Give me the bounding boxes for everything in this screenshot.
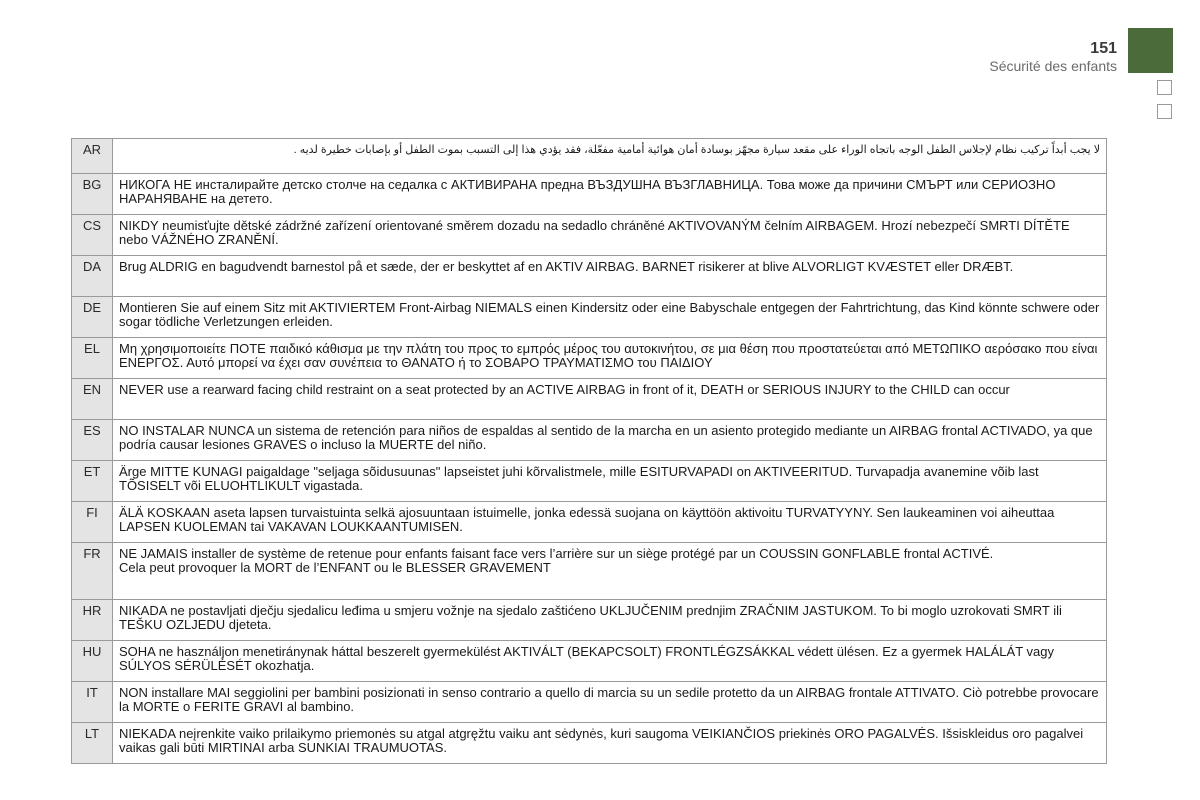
warning-text: ÄLÄ KOSKAAN aseta lapsen turvaistuinta selkä ajosuuntaan istuimelle, jonka edessä suojana on käyttöön aktivoitu TURVATYYNY. Sen laukeaminen voi aiheuttaa LAPSEN KUOLEMAN tai VAKAVAN LOUKKAANTUMISEN. (113, 502, 1107, 543)
language-code: BG (72, 174, 113, 215)
warning-row-fr (72, 543, 1107, 600)
warning-text: Montieren Sie auf einem Sitz mit AKTIVIERTEM Front-Airbag NIEMALS einen Kindersitz oder eine Babyschale entgegen der Fahrtrichtung, das Kind könnte schwere oder sogar tödliche Verletzungen erleiden. (113, 297, 1107, 338)
language-code: EN (72, 379, 113, 420)
warning-row-cs (72, 215, 1107, 256)
warning-text: SOHA ne használjon menetiránynak háttal beszerelt gyermekülést AKTIVÁLT (BEKAPCSOLT) FRONTLÉGZSÁKKAL védett ülésen. Ez a gyermek HALÁLÁT vagy SÚLYOS SÉRÜLÉSÉT okozhatja. (113, 641, 1107, 682)
warning-row-bg (72, 174, 1107, 215)
warning-text: NIEKADA neįrenkite vaiko prilaikymo priemonės su atgal atgręžtu vaiku ant sėdynės, kuri saugoma VEIKIANČIOS priekinės ORO PAGALVĖS. Išsiskleidus oro pagalvei vaikas gali būti MIRTINAI arba SUNKIAI TRAUMUOTAS. (113, 723, 1107, 764)
warning-text: Ärge MITTE KUNAGI paigaldage "seljaga sõidusuunas" lapseistet juhi kõrvalistmele, mille ESITURVAPADI on AKTIVEERITUD. Turvapadja avanemine võib last TÕSISELT või ELUOHTLIKULT vigastada. (113, 461, 1107, 502)
warning-text: НИКОГА НЕ инсталирайте детско столче на седалка с АКТИВИРАНА предна ВЪЗДУШНА ВЪЗГЛАВНИЦА. Това може да причини СМЪРТ или СЕРИОЗНО НАРАНЯВАНЕ на детето. (113, 174, 1107, 215)
warning-text: NIKDY neumisťujte dětské zádržné zařízení orientované směrem dozadu na sedadlo chráněné AKTIVOVANÝM čelním AIRBAGEM. Hrozí nebezpečí SMRTI DÍTĚTE nebo VÁŽNÉHO ZRANĚNÍ. (113, 215, 1107, 256)
warning-row-es (72, 420, 1107, 461)
warning-text: Brug ALDRIG en bagudvendt barnestol på et sæde, der er beskyttet af en AKTIV AIRBAG. BARNET risikerer at blive ALVORLIGT KVÆSTET eller DRÆBT. (113, 256, 1107, 297)
language-code: ET (72, 461, 113, 502)
language-code: ES (72, 420, 113, 461)
language-code: HR (72, 600, 113, 641)
language-code: DA (72, 256, 113, 297)
language-code: AR (72, 139, 113, 174)
warning-row-el (72, 338, 1107, 379)
warning-text-line: NE JAMAIS installer de système de retenue pour enfants faisant face vers l’arrière sur un siège protégé par un COUSSIN GONFLABLE frontal ACTIVÉ. (119, 546, 994, 561)
language-code: CS (72, 215, 113, 256)
warning-row-et (72, 461, 1107, 502)
chapter-box-1 (1157, 80, 1172, 95)
warning-text: Μη χρησιμοποιείτε ΠΟΤΕ παιδικό κάθισμα με την πλάτη του προς το εμπρός μέρος του αυτοκινήτου, σε μια θέση που προστατεύεται από ΜΕΤΩΠΙΚΟ αερόσακο που είναι ΕΝΕΡΓΟΣ. Αυτό μπορεί να έχει σαν συνέπεια το ΘΑΝΑΤΟ ή το ΣΟΒΑΡΟ ΤΡΑΥΜΑΤΙΣΜΟ του ΠΑΙΔΙΟΥ (113, 338, 1107, 379)
warning-text-line: Cela peut provoquer la MORT de l’ENFANT ou le BLESSER GRAVEMENT (119, 560, 551, 575)
warning-text: NEVER use a rearward facing child restraint on a seat protected by an ACTIVE AIRBAG in front of it, DEATH or SERIOUS INJURY to the CHILD can occur (113, 379, 1107, 420)
warning-row-hu (72, 641, 1107, 682)
language-code: DE (72, 297, 113, 338)
warning-row-en (72, 379, 1107, 420)
language-code: FI (72, 502, 113, 543)
page-number: 151 (1090, 40, 1117, 57)
airbag-warning-table (71, 138, 1107, 764)
warning-text: NO INSTALAR NUNCA un sistema de retención para niños de espaldas al sentido de la marcha en un asiento protegido mediante un AIRBAG frontal ACTIVADO, ya que podría causar lesiones GRAVES o incluso la MUERTE del niño. (113, 420, 1107, 461)
language-code: IT (72, 682, 113, 723)
language-code: HU (72, 641, 113, 682)
warning-row-hr (72, 600, 1107, 641)
page-header (989, 40, 1117, 75)
warning-row-ar (72, 139, 1107, 174)
warning-row-lt (72, 723, 1107, 764)
warning-row-fi (72, 502, 1107, 543)
language-code: LT (72, 723, 113, 764)
warning-text (113, 543, 1107, 600)
warning-text: لا يجب أبداً تركيب نظام لإجلاس الطفل الوجه باتجاه الوراء على مقعد سيارة مجهّز بوسادة أمان هوائية أمامية مفعّلة، فقد يؤدي هذا إلى التسبب بموت الطفل أو بإصابات خطيرة لديه . (113, 139, 1107, 174)
section-title: Sécurité des enfants (989, 58, 1117, 74)
chapter-box-2 (1157, 104, 1172, 119)
language-code: FR (72, 543, 113, 600)
warning-row-it (72, 682, 1107, 723)
warning-text: NON installare MAI seggiolini per bambini posizionati in senso contrario a quello di marcia su un sedile protetto da un AIRBAG frontale ATTIVATO. Ciò potrebbe provocare la MORTE o FERITE GRAVI al bambino. (113, 682, 1107, 723)
warning-row-da (72, 256, 1107, 297)
warning-row-de (72, 297, 1107, 338)
chapter-tab-marker (1128, 28, 1173, 73)
language-code: EL (72, 338, 113, 379)
warning-text: NIKADA ne postavljati dječju sjedalicu leđima u smjeru vožnje na sjedalo zaštićeno UKLJUČENIM prednjim ZRAČNIM JASTUKOM. To bi moglo uzrokovati SMRT ili TEŠKU OZLJEDU djeteta. (113, 600, 1107, 641)
